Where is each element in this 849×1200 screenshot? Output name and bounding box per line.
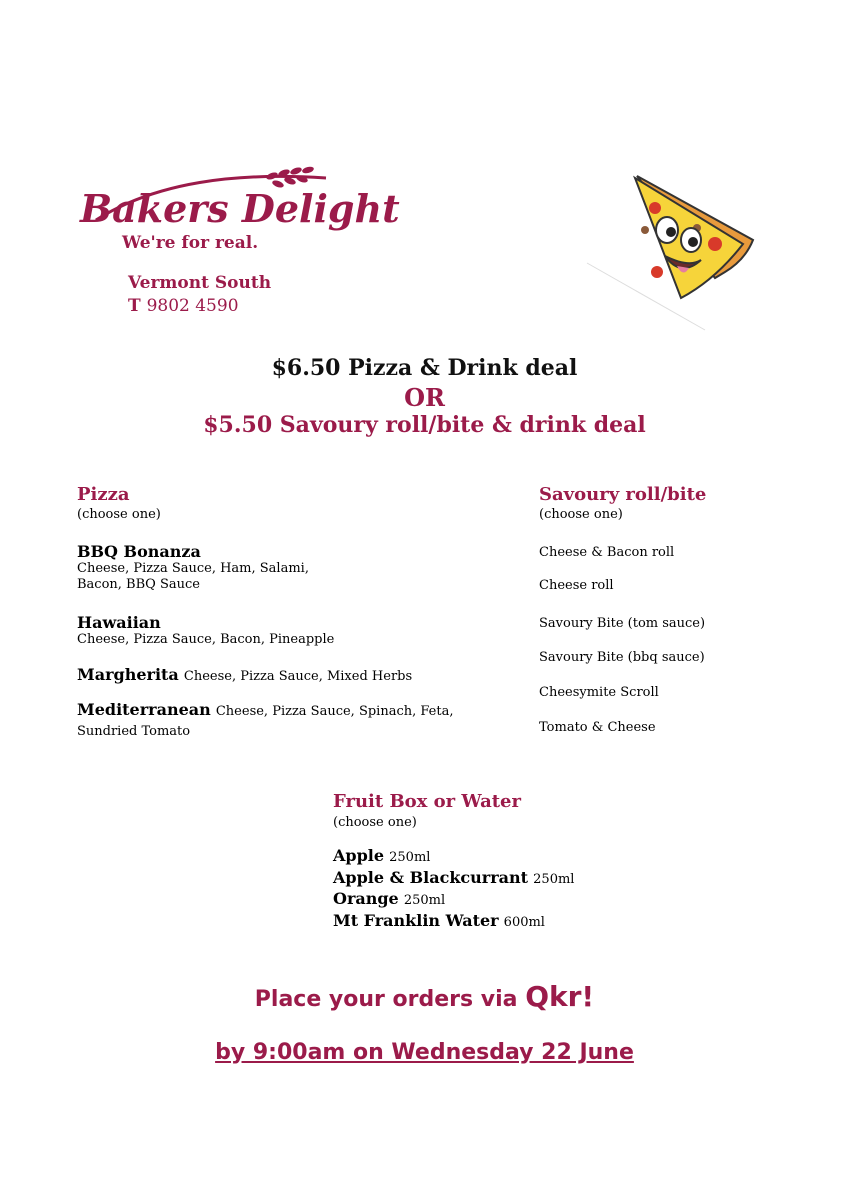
store-phone: T 9802 4590 <box>128 296 239 316</box>
savoury-section-subtitle: (choose one) <box>539 507 623 522</box>
pizza-item-name: Hawaiian <box>77 613 161 632</box>
pizza-deal-heading: $6.50 Pizza & Drink deal <box>271 355 578 381</box>
drinks-section-title: Fruit Box or Water <box>333 791 521 812</box>
pizza-item <box>77 542 327 593</box>
bakers-delight-logo <box>76 162 400 262</box>
pizza-slice-icon <box>585 168 765 333</box>
savoury-item: Savoury Bite (tom sauce) <box>539 616 706 631</box>
pizza-item <box>77 665 457 684</box>
pizza-item <box>77 613 377 648</box>
drinks-list <box>333 846 574 932</box>
wheat-icon <box>76 162 400 262</box>
drinks-section-subtitle: (choose one) <box>333 815 417 830</box>
pizza-section-title: Pizza <box>77 484 130 505</box>
savoury-item: Savoury Bite (bbq sauce) <box>539 650 705 665</box>
order-deadline: by 9:00am on Wednesday 22 June <box>215 1040 634 1065</box>
svg-text:We're for real.: We're for real. <box>122 233 259 253</box>
pizza-section-subtitle: (choose one) <box>77 507 161 522</box>
order-cta: Place your orders via Qkr! <box>254 980 595 1013</box>
pizza-item-desc: Cheese, Pizza Sauce, Bacon, Pineapple <box>77 632 335 647</box>
qkr-app-name: Qkr! <box>525 980 595 1013</box>
or-text: OR <box>404 383 445 412</box>
pizza-item <box>77 701 457 741</box>
savoury-item: Cheese roll <box>539 578 614 593</box>
drink-item: Apple 250ml <box>333 846 431 865</box>
savoury-deal-heading: $5.50 Savoury roll/bite & drink deal <box>203 412 646 438</box>
savoury-item: Cheesymite Scroll <box>539 685 659 700</box>
store-name: Vermont South <box>128 273 272 293</box>
drink-item: Apple & Blackcurrant 250ml <box>333 867 575 887</box>
pizza-item-desc: Cheese, Pizza Sauce, Mixed Herbs <box>183 669 413 684</box>
drink-item: Orange 250ml <box>333 889 446 908</box>
savoury-section-title: Savoury roll/bite <box>539 484 707 505</box>
pizza-item-name: Mediterranean <box>77 700 211 719</box>
svg-text:Bakers Delight: Bakers Delight <box>80 186 400 231</box>
pizza-item-desc: Cheese, Pizza Sauce, Ham, Salami, Bacon, BBQ Sauce <box>77 561 309 592</box>
pizza-item-desc: Cheese, Pizza Sauce, Spinach, Feta, Sundried Tomato <box>77 704 454 739</box>
savoury-item: Cheese & Bacon roll <box>539 545 675 560</box>
pizza-item-name: Margherita <box>77 665 179 684</box>
store-info <box>128 272 271 318</box>
drink-item: Mt Franklin Water 600ml <box>333 910 545 930</box>
savoury-item: Tomato & Cheese <box>539 720 656 735</box>
pizza-item-name: BBQ Bonanza <box>77 542 201 561</box>
